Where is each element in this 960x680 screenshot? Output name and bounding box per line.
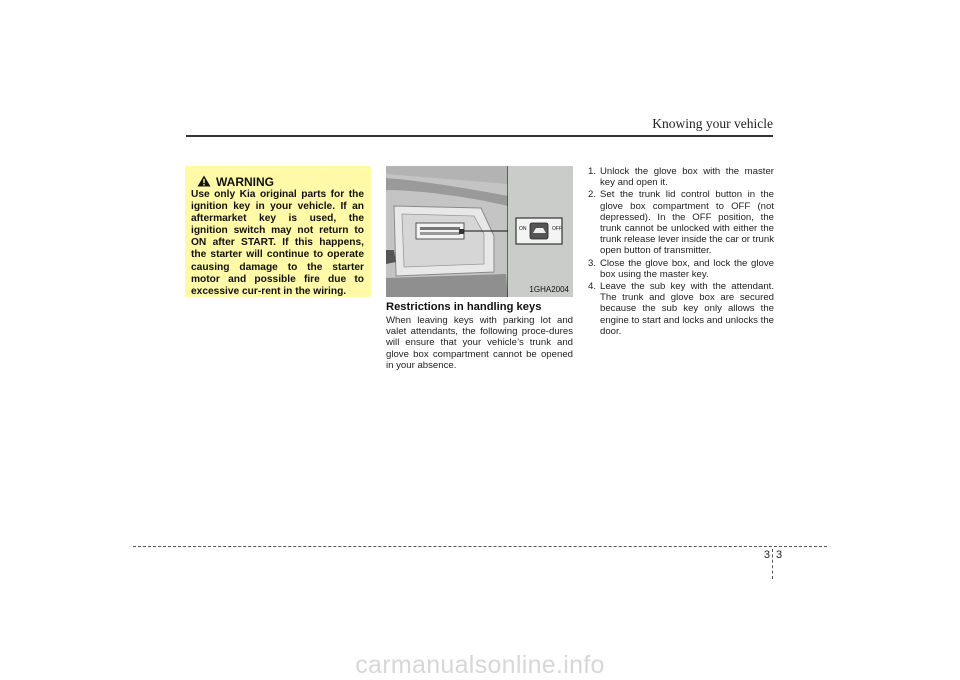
glove-box-photo (386, 166, 573, 297)
glove-box-illustration (386, 166, 573, 297)
step-number: 3. (588, 257, 597, 269)
step-text: Leave the sub key with the attendant. The trunk and glove box are secured because the sub key only allows the engine to start and locks and unlocks the door. (600, 281, 774, 337)
step-number: 1. (588, 166, 597, 177)
step-number: 2. (588, 189, 597, 201)
switch-off-label: OFF (552, 226, 562, 232)
step-text: Unlock the glove box with the master key and open it. (600, 166, 774, 189)
list-item (588, 281, 774, 337)
steps-list (588, 166, 774, 338)
step-text: Set the trunk lid control button in the glove box compartment to OFF (not depressed). In the OFF position, the trunk cannot be unlocked with either the trunk release lever inside the car or trunk open button of transmitter. (600, 189, 774, 257)
warning-triangle-icon (197, 175, 211, 187)
section-heading: Restrictions in handling keys (386, 301, 542, 313)
list-item (588, 166, 774, 188)
step-number: 4. (588, 281, 597, 293)
chapter-number: 3 (763, 549, 770, 561)
warning-text: Use only Kia original parts for the ignition key in your vehicle. If an aftermarket key is used, the ignition switch may not return to ON after START. If this happens, the starter will continue to operate causing damage to the starter motor and possible fire due to excessive cur-rent in the wiring. (191, 189, 364, 297)
list-item (588, 189, 774, 256)
warning-title: WARNING (216, 175, 274, 189)
warning-box (185, 166, 371, 297)
section-body: When leaving keys with parking lot and valet attendants, the following proce-dures will ensure that your vehicle’s trunk and glove box compartment cannot be opened in your absence. (386, 315, 573, 371)
header-rule (186, 135, 773, 137)
watermark: carmanualsonline.info (355, 651, 605, 679)
switch-on-label: ON (519, 226, 527, 232)
page-header-title: Knowing your vehicle (652, 116, 773, 131)
page-number-divider (772, 549, 773, 579)
list-item (588, 258, 774, 280)
step-text: Close the glove box, and lock the glove box using the master key. (600, 257, 774, 280)
figure-caption: 1GHA2004 (529, 285, 569, 294)
page-number: 3 (776, 549, 783, 561)
footer-rule (133, 546, 827, 547)
